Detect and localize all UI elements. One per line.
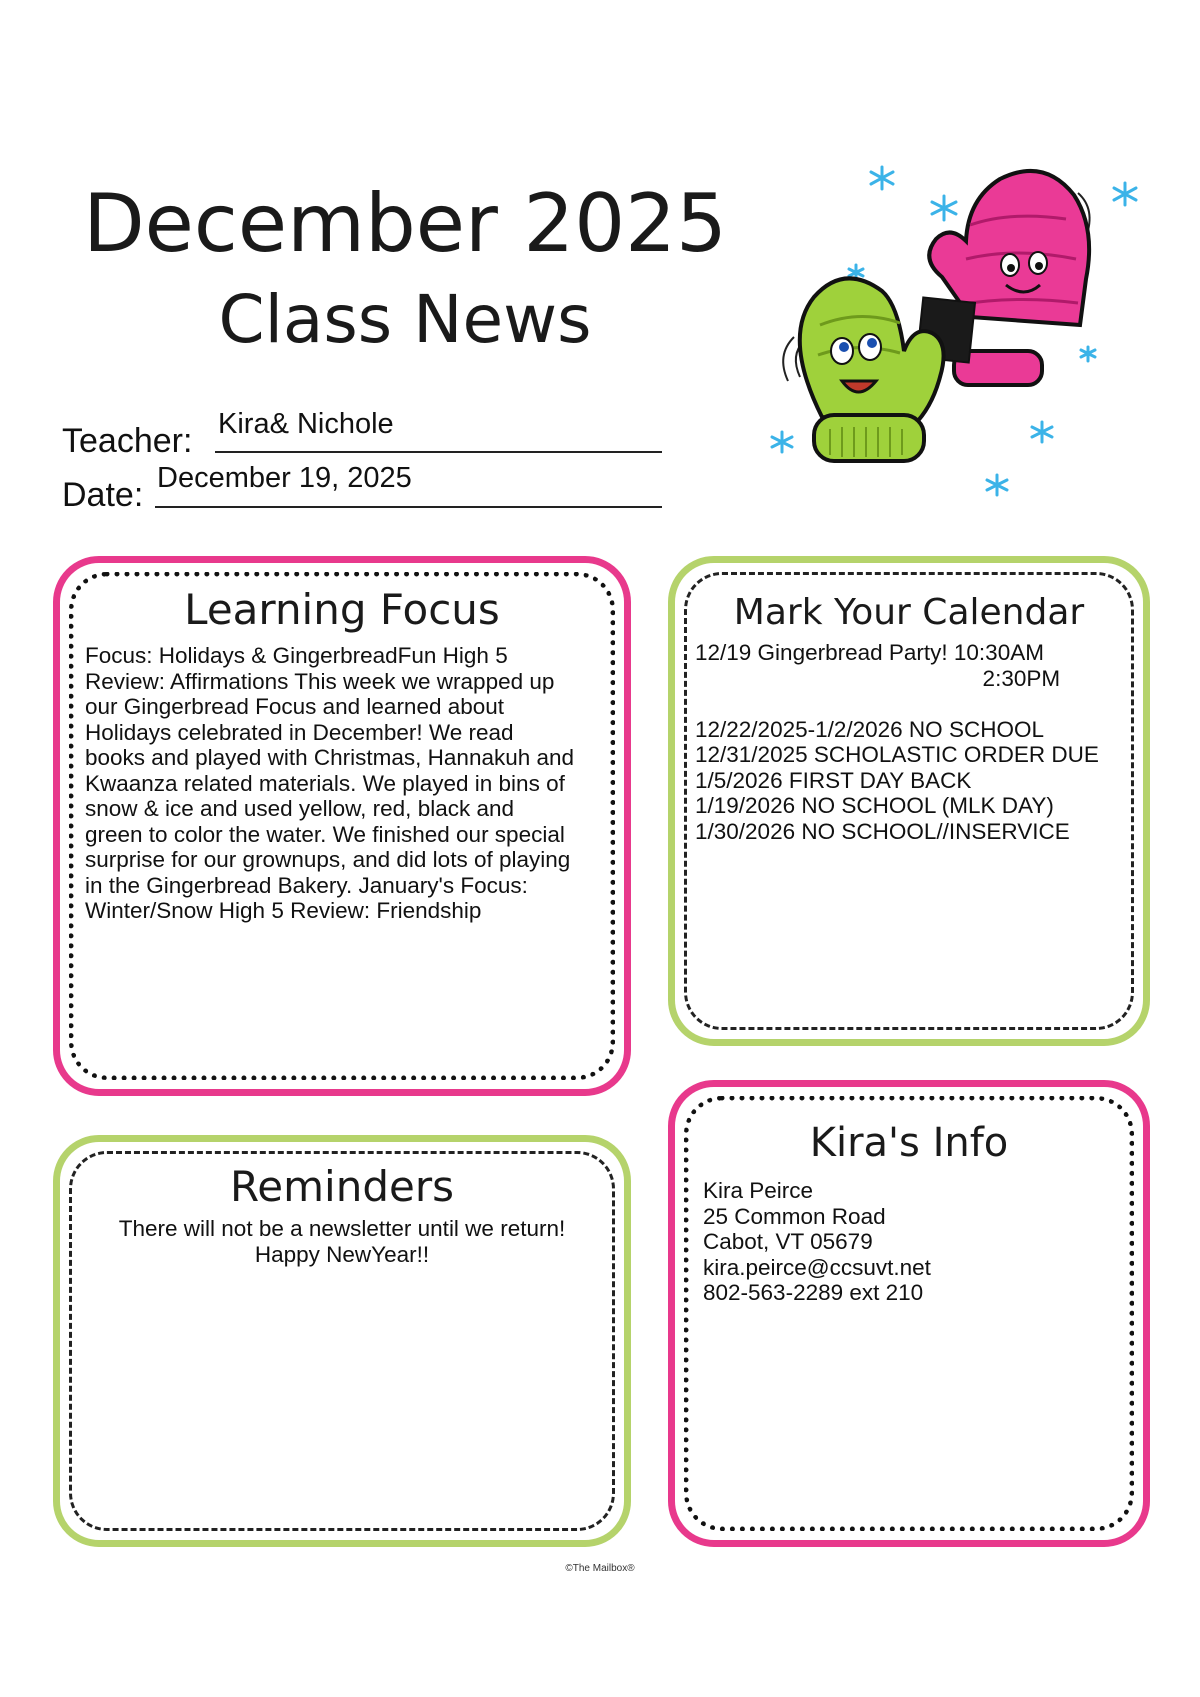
info-title: Kira's Info: [809, 1120, 1009, 1166]
calendar-line: 1/19/2026 NO SCHOOL (MLK DAY): [695, 793, 1054, 818]
calendar-line: [695, 691, 1145, 717]
learning-focus-line: Review: Affirmations This week we wrapped up: [85, 668, 555, 694]
learning-focus-line: Winter/Snow High 5 Review: Friendship: [85, 898, 482, 923]
calendar-line: 12/19 Gingerbread Party! 10:30AM: [695, 640, 1044, 665]
info-line: Kira Peirce: [703, 1178, 814, 1203]
learning-focus-box: [53, 556, 631, 1096]
calendar-line: 2:30PM: [695, 665, 1061, 691]
calendar-line: 1/5/2026 FIRST DAY BACK: [695, 767, 972, 793]
learning-focus-line: Kwaanza related materials. We played in bins of: [85, 770, 565, 796]
reminders-box: [53, 1135, 631, 1547]
mittens-illustration-icon: [770, 155, 1140, 515]
learning-focus-line: in the Gingerbread Bakery. January's Focus:: [85, 872, 528, 898]
calendar-line: 12/31/2025 SCHOLASTIC ORDER DUE: [695, 742, 1099, 767]
info-box: [668, 1080, 1150, 1547]
calendar-text: [695, 640, 1145, 844]
learning-focus-title: Learning Focus: [184, 585, 500, 634]
reminders-line: Happy NewYear!!: [254, 1241, 430, 1267]
reminders-title: Reminders: [230, 1162, 454, 1211]
info-line: kira.peirce@ccsuvt.net: [703, 1254, 931, 1280]
title-class-news: Class News: [218, 281, 592, 358]
info-line: Cabot, VT 05679: [703, 1229, 873, 1254]
calendar-line: 12/22/2025-1/2/2026 NO SCHOOL: [695, 716, 1044, 742]
info-line: 25 Common Road: [703, 1203, 886, 1229]
learning-focus-line: green to color the water. We finished our special: [85, 821, 565, 847]
copyright-text: ©The Mailbox®: [565, 1563, 635, 1574]
learning-focus-line: Holidays celebrated in December! We read: [85, 719, 514, 745]
teacher-underline: [215, 451, 662, 453]
teacher-value: Kira& Nichole: [218, 408, 394, 440]
learning-focus-line: books and played with Christmas, Hannakuh and: [85, 745, 575, 770]
date-value: December 19, 2025: [157, 462, 412, 494]
learning-focus-line: surprise for our grownups, and did lots of playing: [85, 847, 571, 872]
info-text: [703, 1178, 1123, 1306]
info-line: 802-563-2289 ext 210: [703, 1280, 924, 1305]
learning-focus-line: our Gingerbread Focus and learned about: [85, 694, 505, 719]
reminders-line: There will not be a newsletter until we return!: [118, 1216, 566, 1241]
teacher-label: Teacher:: [62, 422, 193, 460]
calendar-title: Mark Your Calendar: [733, 592, 1085, 633]
learning-focus-line: snow & ice and used yellow, red, black and: [85, 796, 515, 821]
date-label: Date:: [62, 476, 144, 514]
learning-focus-text: [85, 643, 615, 924]
reminders-text: [80, 1216, 604, 1267]
title-month: December 2025: [83, 177, 727, 270]
calendar-line: 1/30/2026 NO SCHOOL//INSERVICE: [695, 818, 1070, 844]
calendar-box: [668, 556, 1150, 1046]
date-underline: [155, 506, 662, 508]
learning-focus-line: Focus: Holidays & GingerbreadFun High 5: [85, 643, 508, 668]
